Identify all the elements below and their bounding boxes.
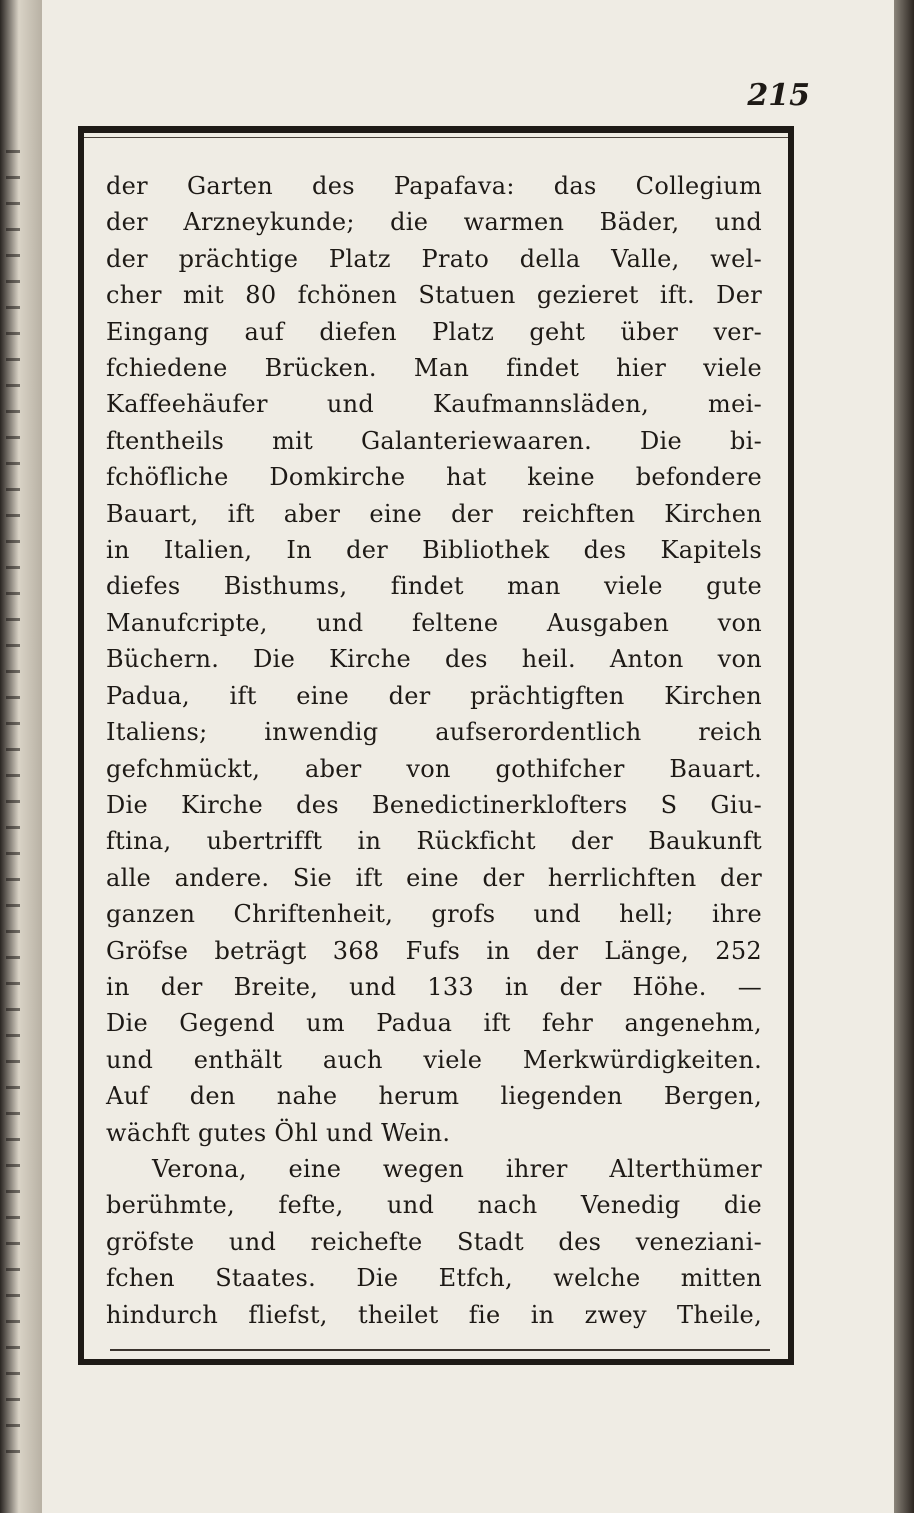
text-line: fchiedene Brücken. Man findet hier viele — [106, 354, 762, 383]
text-line: cher mit 80 fchönen Statuen gezieret ift. Der — [106, 281, 762, 310]
text-line: Padua, ift eine der prächtigften Kirchen — [106, 681, 762, 710]
text-line: Manufcripte, und feltene Ausgaben von — [106, 608, 762, 637]
text-line: alle andere. Sie ift eine der herrlichften der — [106, 863, 762, 892]
text-line: gröfste und reichefte Stadt des veneziani- — [106, 1227, 762, 1256]
text-line: gefchmückt, aber von gothifcher Bauart. — [106, 754, 762, 783]
text-line: Auf den nahe herum liegenden Bergen, — [106, 1082, 762, 1111]
text-line: der prächtige Platz Prato della Valle, wel- — [106, 244, 762, 273]
text-line: Gröfse beträgt 368 Fufs in der Länge, 252 — [106, 936, 762, 965]
text-line: Verona, eine wegen ihrer Alterthümer — [152, 1154, 762, 1183]
text-frame-bottom-rule — [110, 1349, 770, 1351]
text-line: der Garten des Papafava: das Collegium — [106, 172, 762, 200]
text-line: Büchern. Die Kirche des heil. Anton von — [106, 645, 762, 674]
text-line: ftentheils mit Galanteriewaaren. Die bi- — [106, 426, 762, 455]
book-gutter — [0, 0, 42, 1513]
page-number: 215 — [747, 78, 810, 113]
text-line: wächft gutes Öhl und Wein. — [106, 1118, 451, 1147]
text-line: Bauart, ift aber eine der reichften Kirchen — [106, 499, 762, 528]
text-line: in der Breite, und 133 in der Höhe. — — [106, 972, 762, 1001]
body-text — [106, 168, 762, 1333]
text-line: und enthält auch viele Merkwürdigkeiten. — [106, 1045, 762, 1074]
text-line: hindurch fliefst, theilet fie in zwey Theile, — [106, 1300, 762, 1329]
text-line: Italiens; inwendig aufserordentlich reich — [106, 718, 762, 747]
text-line: Eingang auf diefen Platz geht über ver- — [106, 317, 762, 346]
text-line: Kaffeehäufer und Kaufmannsläden, mei- — [106, 390, 762, 419]
text-line: ftina, ubertrifft in Rückficht der Baukunft — [106, 827, 762, 856]
text-line: diefes Bisthums, findet man viele gute — [106, 572, 762, 601]
page-edge-shadow — [894, 0, 914, 1513]
text-line: ganzen Chriftenheit, grofs und hell; ihre — [106, 900, 762, 929]
facing-page-edge — [6, 150, 20, 1460]
text-line: Die Kirche des Benedictinerklofters S Giu- — [106, 790, 762, 819]
text-line: Die Gegend um Padua ift fehr angenehm, — [106, 1009, 762, 1038]
text-line: fchöfliche Domkirche hat keine befondere — [106, 463, 762, 492]
text-line: der Arzneykunde; die warmen Bäder, und — [106, 208, 762, 237]
text-line: fchen Staates. Die Etfch, welche mitten — [106, 1264, 762, 1293]
text-line: in Italien, In der Bibliothek des Kapitels — [106, 536, 762, 565]
text-line: berühmte, fefte, und nach Venedig die — [106, 1191, 762, 1220]
